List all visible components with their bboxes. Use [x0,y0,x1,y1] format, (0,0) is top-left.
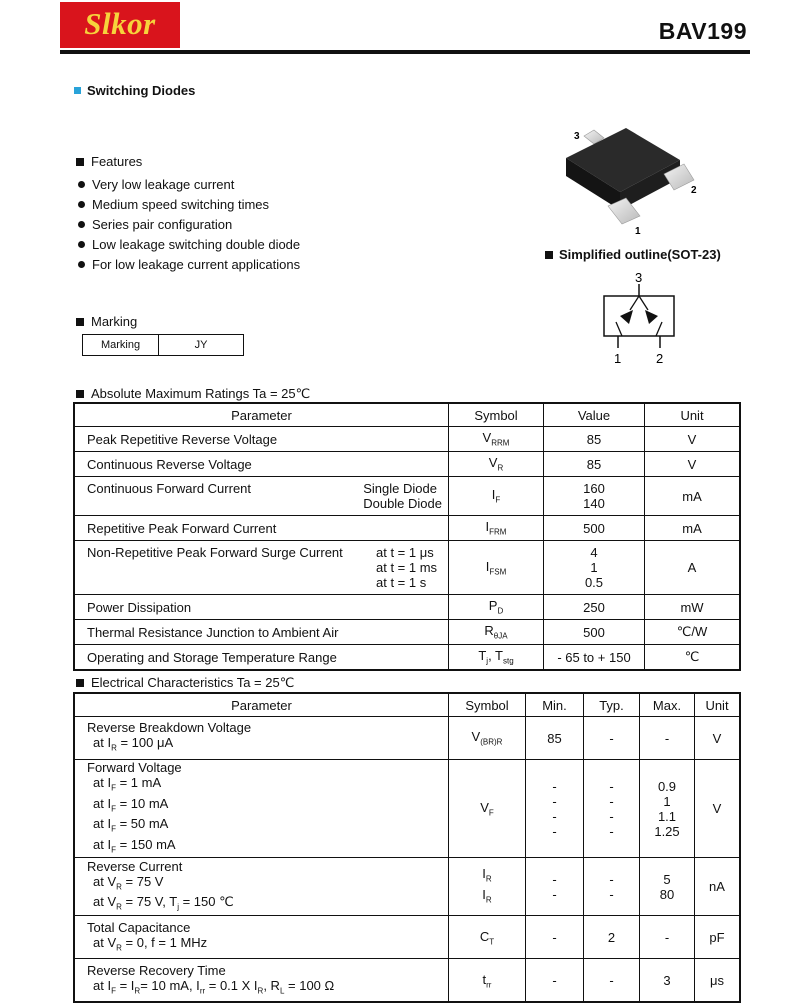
typ-cell: - [584,959,640,1002]
value-cell: 500 [544,620,645,645]
max-cell: 5 80 [640,858,695,916]
min-cell: 85 [526,717,584,760]
sot23-package-illustration [560,124,710,236]
features-list [78,175,300,275]
black-square-icon [76,318,84,326]
table-row [75,620,740,645]
header-rule [60,50,750,54]
min-cell: - [526,916,584,959]
max-cell: 0.9 1 1.1 1.25 [640,760,695,858]
diode-schematic [598,266,682,370]
symbol-cell: $I_{FSM}$ [449,541,544,595]
diode-left-icon [620,310,633,324]
param-cell: Non-Repetitive Peak Forward Surge Current at t = 1 μs at t = 1 ms at t = 1 s [75,541,449,595]
column-header: Unit [645,404,740,427]
feature-item: Series pair configuration [78,215,300,235]
table-header-row [75,694,740,717]
min-cell: - - [526,858,584,916]
typ-cell: - [584,717,640,760]
param-cell: Continuous Forward Current Single Diode Double Diode [75,477,449,516]
table-row [75,452,740,477]
package-outline-label: Simplified outline(SOT-23) [545,247,721,262]
param-cell: Total Capacitance at $V_R = 0$, f = 1 MHz [75,916,449,959]
param-cell: Thermal Resistance Junction to Ambient Air [75,620,449,645]
category-heading: Switching Diodes [74,83,195,98]
feature-item: Low leakage switching double diode [78,235,300,255]
black-square-icon [76,158,84,166]
param-cell: Reverse Breakdown Voltage at $I_R = 100$ μA [75,717,449,760]
min-cell: - [526,959,584,1002]
unit-cell: mA [645,477,740,516]
unit-cell: V [695,717,740,760]
table-row [75,427,740,452]
symbol-cell: $V_F$ [449,760,526,858]
typ-cell: 2 [584,916,640,959]
param-cell: Operating and Storage Temperature Range [75,645,449,670]
unit-cell: V [645,452,740,477]
table-row [75,595,740,620]
param-cell: Reverse Current at $V_R = 75$ V at $V_R = 75$ V, $T_j = 150$ ℃ [75,858,449,916]
table-row [75,516,740,541]
unit-cell: V [695,760,740,858]
table-row [75,858,740,916]
symbol-cell: $T_j$, $T_{stg}$ [449,645,544,670]
symbol-cell: $I_{FRM}$ [449,516,544,541]
column-header: Parameter [75,404,449,427]
value-cell: - 65 to + 150 [544,645,645,670]
unit-cell: V [645,427,740,452]
symbol-cell: $I_R$ $I_R$ [449,858,526,916]
schematic-pin-3: 3 [635,270,643,285]
abs-max-heading: Absolute Maximum Ratings Ta = 25℃ [76,386,310,402]
column-header: Max. [640,694,695,717]
schematic-box [604,296,674,336]
value-cell: 250 [544,595,645,620]
table-row [75,477,740,516]
elec-heading: Electrical Characteristics Ta = 25℃ [76,675,294,691]
column-header: Symbol [449,404,544,427]
bullet-icon [78,221,85,228]
min-cell: - - - - [526,760,584,858]
max-cell: - [640,717,695,760]
unit-cell: ℃ [645,645,740,670]
unit-cell: mA [645,516,740,541]
value-cell: 160 140 [544,477,645,516]
typ-cell: - - [584,858,640,916]
schematic-pin-2: 2 [656,351,664,366]
marking-heading: Marking [76,314,137,329]
brand-logo: Slkor [60,2,180,48]
unit-cell: mW [645,595,740,620]
feature-item: Medium speed switching times [78,195,300,215]
table-row [75,645,740,670]
column-header: Min. [526,694,584,717]
pin-label-1: 1 [635,226,641,236]
value-cell: 85 [544,427,645,452]
pin-label-3: 3 [574,131,580,142]
symbol-cell: $V_{(BR)R}$ [449,717,526,760]
param-cell: Repetitive Peak Forward Current [75,516,449,541]
abs-max-table [74,403,740,670]
schematic-pin-1: 1 [614,351,622,366]
unit-cell: pF [695,916,740,959]
value-cell: 500 [544,516,645,541]
symbol-cell: $P_D$ [449,595,544,620]
unit-cell: μs [695,959,740,1002]
part-number-title: BAV199 [658,18,747,44]
max-cell: - [640,916,695,959]
diode-right-icon [645,310,658,324]
bullet-icon [78,181,85,188]
elec-char-table [74,693,740,1002]
column-header: Typ. [584,694,640,717]
column-header: Unit [695,694,740,717]
value-cell: 85 [544,452,645,477]
column-header: Symbol [449,694,526,717]
table-row [75,541,740,595]
symbol-cell: $R_{\theta JA}$ [449,620,544,645]
param-cell: Reverse Recovery Time at $I_F = I_R= 10$ mA, $I_{rr} = 0.1$ X $I_R$, $R_L = 100$ Ω [75,959,449,1002]
param-cell: Forward Voltage at $I_F = 1$ mA at $I_F = 10$ mA at $I_F = 50$ mA at $I_F = 150$ mA [75,760,449,858]
bullet-icon [78,201,85,208]
feature-item: Very low leakage current [78,175,300,195]
marking-code: JY [194,339,208,351]
param-cell: Power Dissipation [75,595,449,620]
param-cell: Continuous Reverse Voltage [75,452,449,477]
bullet-icon [78,261,85,268]
symbol-cell: $V_R$ [449,452,544,477]
marking-label: Marking [83,335,159,355]
column-header: Parameter [75,694,449,717]
symbol-cell: $C_T$ [449,916,526,959]
unit-cell: A [645,541,740,595]
symbol-cell: $t_{rr}$ [449,959,526,1002]
unit-cell: ℃/W [645,620,740,645]
blue-square-icon [74,87,81,94]
table-row [75,916,740,959]
black-square-icon [76,390,84,398]
param-cell: Peak Repetitive Reverse Voltage [75,427,449,452]
bullet-icon [78,241,85,248]
typ-cell: - - - - [584,760,640,858]
value-cell: 4 1 0.5 [544,541,645,595]
table-header-row [75,404,740,427]
symbol-cell: $V_{RRM}$ [449,427,544,452]
marking-table [82,334,244,356]
table-row [75,760,740,858]
black-square-icon [76,679,84,687]
unit-cell: nA [695,858,740,916]
features-heading: Features [76,154,142,169]
column-header: Value [544,404,645,427]
black-square-icon [545,251,553,259]
table-row [75,959,740,1002]
symbol-cell: $I_F$ [449,477,544,516]
feature-item: For low leakage current applications [78,255,300,275]
max-cell: 3 [640,959,695,1002]
pin-label-2: 2 [691,185,697,196]
table-row [75,717,740,760]
